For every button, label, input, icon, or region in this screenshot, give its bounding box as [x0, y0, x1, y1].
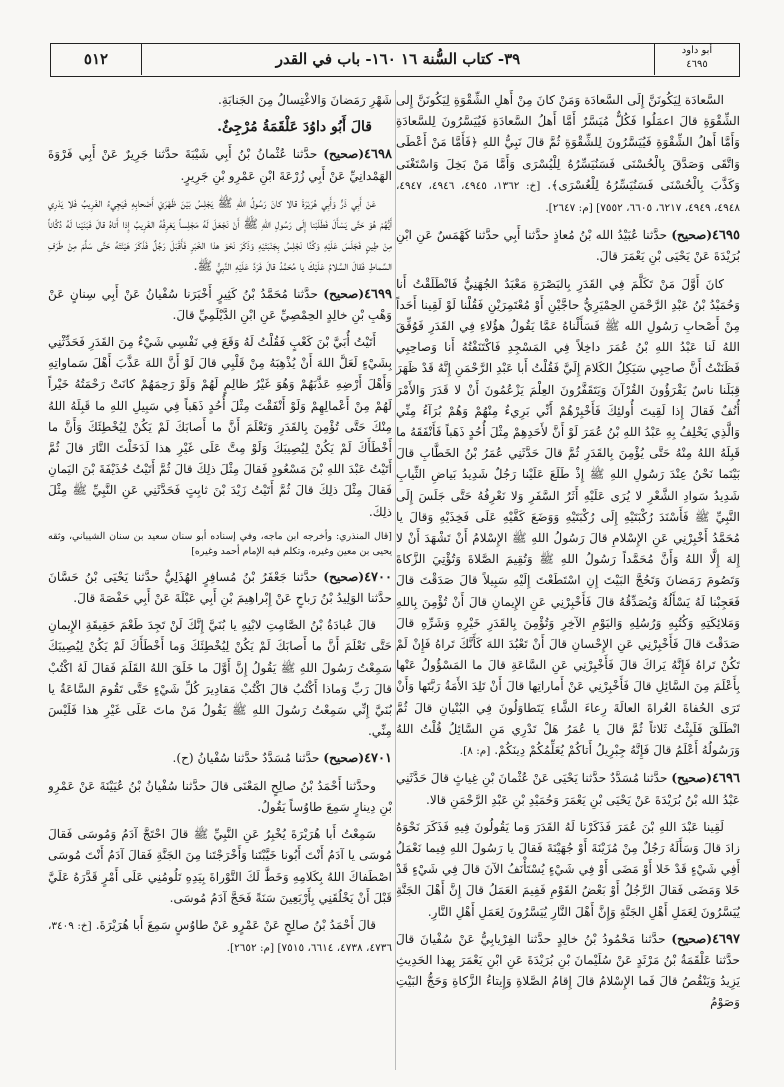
hadith-4701-head	[48, 748, 392, 769]
hadith-4695-text	[396, 274, 740, 763]
hadith-number: ٤٧٠٠	[364, 569, 392, 585]
hadith-isnad: حدَّثنا مُحَمَّدُ بْنُ كَثِيرٍ أَخْبَرَنا سُفْيانُ عَنْ أَبِي سِنانٍ عَنْ وَهْبِ بْنِ خالِدٍ الحِمْصِيِّ عَنِ ابْنِ الدَّيْلَمِيِّ قالَ.	[48, 286, 392, 322]
hadith-grade: (صحيح)	[671, 931, 713, 946]
right-column	[396, 90, 740, 1070]
hadith-4698-text: عَنْ أَبِي ذَرٍّ وَأَبِي هُرَيْرَةَ قالا كانَ رَسُولُ اللهِ ﷺ يَجْلِسُ بَيْنَ ظَهْرَيْ أَصْحابِهِ فَيَجِيءُ الغَرِيبُ فَلا يَدْرِي أَيُّهُمْ هُوَ حَتَّى يَسْأَلَ فَطَلَبْنا إِلَى رَسُولِ اللهِ ﷺ أَنْ نَجْعَلَ لَهُ مَجْلِساً يَعْرِفُهُ الغَرِيبُ إِذا أَتاهُ قالَ فَبَنَيْنا لَهُ دُكَّاناً مِنْ طِينٍ فَجَلَسَ عَلَيْهِ وَكُنَّا نَجْلِسُ بِجَنْبَتَيْهِ وَذَكَرَ نَحْوَ هذا الخَبَرِ فَأَقْبَلَ رَجُلٌ فَذَكَرَ هَيْئَتَهُ حَتَّى سَلَّمَ مِنْ طَرَفِ السِّماطِ فَقالَ السَّلامُ عَلَيْكَ يا مُحَمَّدُ قالَ فَرَدَّ عَلَيْهِ النَّبِيُّ ﷺ.	[48, 195, 392, 274]
left-column	[48, 90, 392, 1070]
hadith-isnad: حدَّثنا مُسَدَّدٌ حدَّثنا يَحْيَى عَنْ عُثْمانَ بْنِ غِياثٍ قالَ حَدَّثَنِي عَبْدُ الله بْنُ بُرَيْدَةَ عَنْ يَحْيَى بْنِ يَعْمَرَ وَحُمَيْدِ بْنِ عَبْدِ الرَّحْمَنِ قالا.	[396, 771, 740, 807]
hadith-number: ٤٦٩٥	[712, 228, 740, 244]
hadith-4700-text: قالَ عُبادَةُ بْنُ الصَّامِتِ لابْنِهِ يا بُنَيَّ إِنَّكَ لَنْ تَجِدَ طَعْمَ حَقِيقَةِ الإِيمانِ حَتَّى تَعْلَمَ أَنَّ ما أَصابَكَ لَمْ يَكُنْ لِيُخْطِئَكَ وَما أَخْطَأَكَ لَمْ يَكُنْ لِيُصِيبَكَ سَمِعْتُ رَسُولَ اللهِ ﷺ يَقُولُ إِنَّ أَوَّلَ ما خَلَقَ اللهُ القَلَمَ فَقالَ لَهُ اكْتُبْ قالَ رَبِّ وَماذا أَكْتُبُ قالَ اكْتُبْ مَقادِيرَ كُلِّ شَيْءٍ حَتَّى تَقُومَ السَّاعَةُ يا بُنَيَّ إِنِّي سَمِعْتُ رَسُولَ اللهِ ﷺ يَقُولُ مَنْ ماتَ عَلَى غَيْرِ هذا فَلَيْسَ مِنِّي.	[48, 618, 392, 739]
hadith-range: ٤٦٩٥	[686, 59, 708, 70]
hadith-4699-text: أَتَيْتُ أُبَيَّ بْنَ كَعْبٍ فَقُلْتُ لَهُ وَقَعَ فِي نَفْسِي شَيْءٌ مِنَ القَدَرِ فَحَدِّثْنِي بِشَيْءٍ لَعَلَّ اللهَ أَنْ يُذْهِبَهُ مِنْ قَلْبِي قالَ لَوْ أَنَّ اللهَ عَذَّبَ أَهْلَ سَماواتِهِ وَأَهْلَ أَرْضِهِ عَذَّبَهُمْ وَهُوَ غَيْرُ ظالِمٍ لَهُمْ وَلَوْ رَحِمَهُمْ كانَتْ رَحْمَتُهُ خَيْراً لَهُمْ مِنْ أَعْمالِهِمْ وَلَوْ أَنْفَقْتَ مِثْلَ أُحُدٍ ذَهَباً فِي سَبِيلِ اللهِ ما قَبِلَهُ اللهُ مِنْكَ حَتَّى تُؤْمِنَ بِالقَدَرِ وَتَعْلَمَ أَنَّ ما أَصابَكَ لَمْ يَكُنْ لِيُخْطِئَكَ وَأَنَّ ما أَخْطَأَكَ لَمْ يَكُنْ لِيُصِيبَكَ وَلَوْ مِتَّ عَلَى غَيْرِ هذا لَدَخَلْتَ النَّارَ قالَ ثُمَّ أَتَيْتُ عَبْدَ اللهِ بْنَ مَسْعُودٍ فَقالَ مِثْلَ ذلِكَ قالَ ثُمَّ أَتَيْتُ حُذَيْفَةَ بْنَ اليَمانِ فَقالَ مِثْلَ ذلِكَ قالَ ثُمَّ أَتَيْتُ زَيْدَ بْنَ ثابِتٍ فَحَدَّثَنِي عَنِ النَّبِيِّ ﷺ مِثْلَ ذلِكَ.	[48, 335, 392, 519]
page-header	[50, 43, 740, 77]
hadith-number: ٤٧٠١	[364, 751, 392, 767]
intro-reference: [خ: ١٣٦٢، ٤٩٤٥، ٤٩٤٦، ٤٩٤٧، ٤٩٤٨، ٤٩٤٩، ٦٢١٧، ٦٦٠٥، ٧٥٥٢] [م: ٢٦٤٧].	[396, 179, 740, 215]
hadith-grade: (صحيح)	[671, 771, 713, 786]
hadith-matn: كانَ أَوَّلَ مَنْ تَكَلَّمَ فِي القَدَرِ بِالبَصْرَةِ مَعْبَدٌ الجُهَنِيُّ فَانْطَلَقْتُ أَنا وَحُمَيْدُ بْنُ عَبْدِ الرَّحْمَنِ الحِمْيَرِيُّ حاجَّيْنِ أَوْ مُعْتَمِرَيْنِ فَقُلْنا لَوْ لَقِينا أَحَداً مِنْ أَصْحابِ رَسُولِ الله ﷺ فَسَأَلْناهُ عَمَّا يَقُولُ هؤُلاءِ فِي القَدَرِ فَوُفِّقَ اللهُ لَنا عَبْدُ اللهِ بْنُ عُمَرَ داخِلاً فِي المَسْجِدِ فَاكْتَنَفْتُهُ أَنا وَصاحِبِي فَظَنَنْتُ أَنَّ صاحِبِي سَيَكِلُ الكَلامَ إِلَيَّ فَقُلْتُ أَبا عَبْدِ الرَّحْمَنِ إِنَّهُ قَدْ ظَهَرَ قِبَلَنا ناسٌ يَقْرَؤُونَ القُرْآنَ وَيَتَقَفَّرُونَ العِلْمَ يَزْعُمُونَ أَنْ لا قَدَرَ وَالأَمْرَ أُنُفٌ فَقالَ إِذا لَقِيتَ أُولئِكَ فَأَخْبِرْهُمْ أَنِّي بَرِيءٌ مِنْهُمْ وَهُمْ بُرَآءُ مِنِّي وَالَّذِي يَحْلِفُ بِهِ عَبْدُ اللهِ بْنُ عُمَرَ لَوْ أَنَّ لأَحَدِهِمْ مِثْلَ أُحُدٍ ذَهَباً فَأَنْفَقَهُ ما قَبِلَهُ اللهُ مِنْهُ حَتَّى يُؤْمِنَ بِالقَدَرِ ثُمَّ قالَ حَدَّثَنِي عُمَرُ بْنُ الخَطَّابِ قالَ بَيْنَما نَحْنُ عِنْدَ رَسُولِ اللهِ ﷺ إِذْ طَلَعَ عَلَيْنا رَجُلٌ شَدِيدُ بَياضِ الثِّيابِ شَدِيدُ سَوادِ الشَّعْرِ لا يُرَى عَلَيْهِ أَثَرُ السَّفَرِ وَلا نَعْرِفُهُ حَتَّى جَلَسَ إِلَى النَّبِيِّ ﷺ فَأَسْنَدَ رُكْبَتَيْهِ إِلَى رُكْبَتَيْهِ وَوَضَعَ كَفَّيْهِ عَلَى فَخِذَيْهِ وَقالَ يا مُحَمَّدُ أَخْبِرْنِي عَنِ الإِسْلامِ قالَ رَسُولُ اللهِ ﷺ الإِسْلامُ أَنْ تَشْهَدَ أَنْ لا إِلهَ إِلَّا اللهُ وَأَنَّ مُحَمَّداً رَسُولُ اللهِ ﷺ وَتُقِيمَ الصَّلاةَ وَتُؤْتِيَ الزَّكاةَ وَتَصُومَ رَمَضانَ وَتَحُجَّ البَيْتَ إِنِ اسْتَطَعْتَ إِلَيْهِ سَبِيلاً قالَ صَدَقْتَ قالَ فَعَجِبْنا لَهُ يَسْأَلُهُ وَيُصَدِّقُهُ قالَ فَأَخْبِرْنِي عَنِ الإِيمانِ قالَ أَنْ تُؤْمِنَ بِاللهِ وَمَلائِكَتِهِ وَكُتُبِهِ وَرُسُلِهِ وَاليَوْمِ الآخِرِ وَتُؤْمِنَ بِالقَدَرِ خَيْرِهِ وَشَرِّهِ قالَ صَدَقْتَ قالَ فَأَخْبِرْنِي عَنِ الإِحْسانِ قالَ أَنْ تَعْبُدَ اللهَ كَأَنَّكَ تَراهُ فَإِنْ لَمْ تَكُنْ تَراهُ فَإِنَّهُ يَراكَ قالَ فَأَخْبِرْنِي عَنِ السَّاعَةِ قالَ ما المَسْؤُولُ عَنْها بِأَعْلَمَ مِنَ السَّائِلِ قالَ فَأَخْبِرْنِي عَنْ أَماراتِها قالَ أَنْ تَلِدَ الأَمَةُ رَبَّتَها وَأَنْ تَرَى الحُفاةَ العُراةَ العالَةَ رِعاءَ الشَّاءِ يَتَطاوَلُونَ فِي البُنْيانِ قالَ ثُمَّ انْطَلَقَ فَلَبِثْتُ ثَلاثاً ثُمَّ قالَ يا عُمَرُ هَلْ تَدْرِي مَنِ السَّائِلُ قُلْتُ اللهُ وَرَسُولُهُ أَعْلَمُ قالَ فَإِنَّهُ جِبْرِيلُ أَتاكُمْ يُعَلِّمُكُمْ دِينَكُمْ.	[396, 276, 740, 758]
continued-text: شَهْرِ رَمَضانَ وَالاغْتِسالُ مِنَ الجَنابَةِ.	[217, 93, 392, 107]
hadith-isnad: حدَّثنا عُثْمانُ بْنُ أَبِي شَيْبَةَ حدَّثنا جَرِيرٌ عَنْ أَبِي فَرْوَةَ الهَمْدانِيِّ عَنْ أَبِي زُرْعَةَ ابْنِ عَمْرِو بْنِ جَرِيرٍ.	[48, 147, 392, 183]
hadith-grade: (صحيح)	[323, 286, 365, 301]
hadith-matn: لَقِينا عَبْدَ اللهِ بْنَ عُمَرَ فَذَكَرْنا لَهُ القَدَرَ وَما يَقُولُونَ فِيهِ فَذَكَرَ نَحْوَهُ زادَ قالَ وَسَأَلَهُ رَجُلٌ مِنْ مُزَيْنَةَ أَوْ جُهَيْنَةَ فَقالَ يا رَسُولَ اللهِ فِيما نَعْمَلُ أَفِي شَيْءٍ قَدْ خَلا أَوْ مَضَى أَوْ فِي شَيْءٍ يُسْتَأْنَفُ الآنَ قالَ فِي شَيْءٍ قَدْ خَلا وَمَضَى فَقالَ الرَّجُلُ أَوْ بَعْضُ القَوْمِ فَفِيمَ العَمَلُ قالَ إِنَّ أَهْلَ الجَنَّةِ يُيَسَّرُونَ لِعَمَلِ أَهْلِ الجَنَّةِ وَإِنَّ أَهْلَ النَّارِ يُيَسَّرُونَ لِعَمَلِ أَهْلِ النَّارِ.	[396, 819, 740, 919]
hadith-reference: [خ: ٣٤٠٩، ٤٧٣٦، ٤٧٣٨، ٦٦١٤، ٧٥١٥] [م: ٢٦٥٢].	[48, 919, 392, 955]
hadith-4699-head	[48, 284, 392, 326]
hadith-4697-head	[396, 929, 740, 1014]
hadith-isnad: حدَّثنا عُبَيْدُ الله بْنُ مُعاذٍ حدَّثنا أَبِي حدَّثنا كَهْمَسٌ عَنِ ابْنِ بُرَيْدَةَ عَنْ يَحْيَى بْنِ يَعْمَرَ قالَ.	[396, 228, 740, 264]
hadith-4701-isnad-2: وحدَّثنا أَحْمَدُ بْنُ صالِحٍ المَعْنَى قالَ حدَّثنا سُفْيانُ بْنُ عُيَيْنَةَ عَنْ عَمْرِو بْنِ دِينارٍ سَمِعَ طاوُساً يَقُولُ.	[48, 778, 392, 814]
hadith-grade: (صحيح)	[323, 147, 365, 162]
hadith-grade: (صحيح)	[671, 228, 713, 243]
hadith-4700-head	[48, 567, 392, 609]
hadith-4698-head	[48, 144, 392, 186]
hadith-grade: (صحيح)	[323, 751, 365, 766]
hadith-number: ٤٦٩٩	[364, 286, 392, 302]
intro-text: السَّعادَة لِيَكُونَنَّ إِلَى السَّعادَة وَمَنْ كانَ مِنْ أَهلِ الشِّقْوَةِ لِيَكُونَنَّ إِلى الشِّقْوَةِ قالَ اعمَلُوا فَكُلٌّ مُيَسَّرٌ أَمَّا أَهلُ السَّعادَةِ فَيُيَسَّرُونَ لِلسَّعادَةِ وَأَمَّا أَهلُ الشِّقْوَةِ فَيُيَسَّرُونَ لِلشِّقْوَةِ ثُمَّ قالَ نَبِيُّ اللهِ ﴿فَأَمَّا مَنْ أَعْطَى وَاتَّقَى وَصَدَّقَ بِالْحُسْنَى فَسَنُيَسِّرُهُ لِلْيُسْرَى وَأَمَّا مَنْ بَخِلَ وَاسْتَغْنَى وَكَذَّبَ بِالْحُسْنَى فَسَنُيَسِّرُهُ لِلْعُسْرَى﴾.	[396, 93, 740, 192]
book-info	[654, 44, 739, 75]
abu-dawud-comment: قالَ أَبُو داوُدَ عَلْقَمَةُ مُرْجِئٌ.	[217, 119, 372, 136]
hadith-4701-text: سَمِعْتُ أَبا هُرَيْرَةَ يُخْبِرُ عَنِ النَّبِيِّ ﷺ قالَ احْتَجَّ آدَمُ وَمُوسَى فَقالَ مُوسَى يا آدَمُ أَنْتَ أَبُونا خَيَّبْتَنا وَأَخْرَجْتَنا مِنَ الجَنَّةِ فَقالَ آدَمُ أَنْتَ مُوسَى اصْطَفاكَ اللهُ بِكَلامِهِ وَخَطَّ لَكَ التَّوْراةَ بِيَدِهِ تَلُومُنِي عَلَى أَمْرٍ قَدَّرَهُ عَلَيَّ قَبْلَ أَنْ يَخْلُقَنِي بِأَرْبَعِينَ سَنَةً فَحَجَّ آدَمُ مُوسَى.	[48, 827, 392, 905]
hadith-number: ٤٦٩٦	[712, 771, 740, 787]
hadith-grade: (صحيح)	[323, 569, 365, 584]
hadith-4695-head	[396, 225, 740, 267]
book-name: أبو داود	[681, 45, 713, 56]
hadith-4696-text	[396, 817, 740, 923]
hadith-isnad: حدَّثنا مُسَدَّدٌ حدَّثنا سُفْيانُ (ح).	[172, 751, 320, 766]
hadith-4701-tail	[48, 915, 392, 959]
hadith-4699-note: [قال المنذري: وأخرجه ابن ماجه، وفي إسناده أبو سنان سعيد بن سنان الشيباني، وثقه يحيى بن معين وغيره، وتكلم فيه الإمام أحمد وغيره]	[48, 530, 392, 557]
hadith-tail: قالَ أَحْمَدُ بْنُ صالِحٍ عَنْ عَمْرٍو عَنْ طاوُسٍ سَمِعَ أَبا هُرَيْرَةَ.	[95, 917, 377, 932]
hadith-reference: [م: ٨].	[459, 745, 491, 758]
hadith-matn: حدَّثنا مَحْمُودُ بْنُ خالِدٍ حدَّثنا الفِرْيابِيُّ عَنْ سُفْيانَ قالَ حدَّثنا عَلْقَمَةُ بْنُ مَرْثَدٍ عَنْ سُلَيْمانَ بْنِ بُرَيْدَةَ عَنِ ابْنِ يَعْمَرَ بِهذا الحَدِيثِ يَزِيدُ وَيَنْقُصُ قالَ فَما الإِسْلامُ قالَ إِقامُ الصَّلاةِ وَإِيتاءُ الزَّكاةِ وَحَجُّ البَيْتِ وَصَوْمُ	[396, 931, 740, 1010]
hadith-isnad: حدَّثنا جَعْفَرُ بْنُ مُسافِرٍ الهُذَلِيُّ حدَّثنا يَحْيَى بْنُ حَسَّانَ حدَّثنا الوَلِيدُ بْنُ رَباحٍ عَنْ إِبْراهِيمَ بْنِ أَبِي عَبْلَةَ عَنْ أَبِي حَفْصَةَ قالَ.	[48, 569, 392, 606]
hadith-number: ٤٦٩٧	[712, 931, 740, 947]
chapter-title: ٣٩- كتاب السُّنة ١٦ ١٦٠- باب في القدر	[275, 50, 521, 68]
hadith-4696-head	[396, 768, 740, 810]
page-number: ٥١٢	[51, 44, 142, 75]
intro-paragraph	[396, 90, 740, 219]
hadith-number: ٤٦٩٨	[364, 147, 392, 163]
